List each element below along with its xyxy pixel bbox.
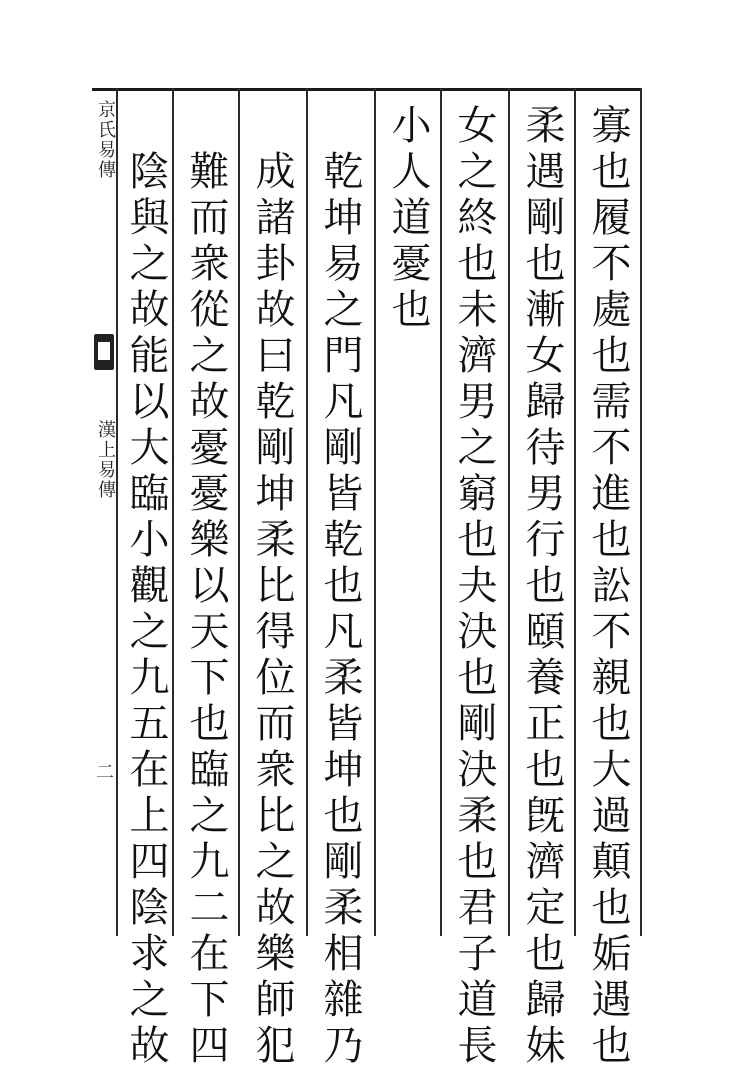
column-rule xyxy=(116,88,118,936)
text-column-5: 乾坤易之門凡剛皆乾也凡柔皆坤也剛柔相雜乃 xyxy=(317,150,363,1070)
text-column-2: 柔遇剛也漸女歸待男行也頤養正也旣濟定也歸妹 xyxy=(519,104,565,1070)
margin-chapter: 漢上易傳 xyxy=(95,420,116,500)
column-rule xyxy=(374,88,376,936)
top-rule xyxy=(92,88,642,91)
text-column-7: 難而衆從之故憂憂樂以天下也臨之九二在下四 xyxy=(183,150,229,1070)
text-column-4: 小人道憂也 xyxy=(385,104,431,334)
page-number: 二 xyxy=(93,762,114,780)
column-rule xyxy=(238,88,240,936)
column-rule xyxy=(172,88,174,936)
column-rule xyxy=(306,88,308,936)
column-rule xyxy=(574,88,576,936)
column-rule xyxy=(440,88,442,936)
text-column-8: 陰與之故能以大臨小觀之九五在上四陰求之故 xyxy=(123,150,169,1070)
text-column-6: 成諸卦故曰乾剛坤柔比得位而衆比之故樂師犯 xyxy=(249,150,295,1070)
text-column-1: 寡也履不處也需不進也訟不親也大過顛也姤遇也 xyxy=(585,104,631,1070)
column-rule xyxy=(640,88,642,936)
text-column-3: 女之終也未濟男之窮也夬決也剛決柔也君子道長 xyxy=(451,104,497,1070)
margin-title: 京氏易傳 xyxy=(95,100,116,180)
fish-tail-mark-inner xyxy=(98,342,110,360)
column-rule xyxy=(508,88,510,936)
